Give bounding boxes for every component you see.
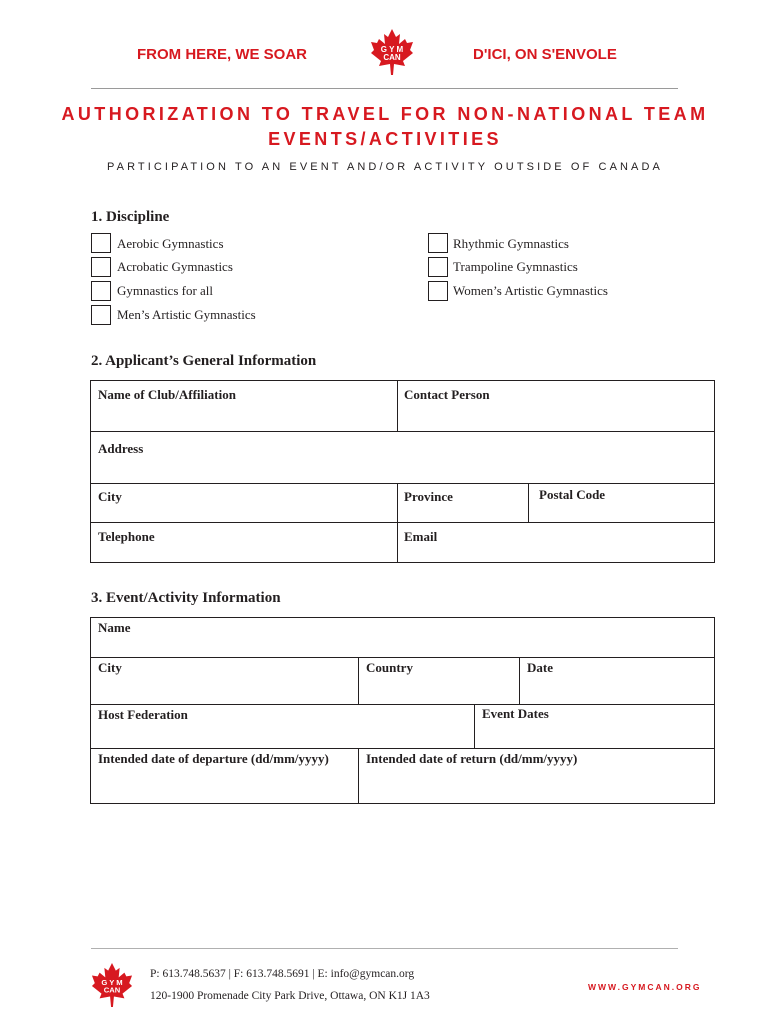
label-rhythmic: Rhythmic Gymnastics	[453, 236, 569, 251]
event-info-table	[90, 617, 715, 804]
event-date-field[interactable]	[520, 658, 714, 704]
checkbox-trampoline[interactable]	[428, 257, 448, 277]
footer-website-link[interactable]: WWW.GYMCAN.ORG	[588, 982, 702, 992]
footer-divider	[91, 948, 678, 949]
departure-date-label: Intended date of departure (dd/mm/yyyy)	[98, 751, 329, 766]
maple-leaf-icon	[91, 962, 133, 1008]
host-federation-field[interactable]	[91, 705, 474, 748]
section-discipline-heading: 1. Discipline	[91, 209, 170, 225]
host-federation-label: Host Federation	[98, 707, 188, 722]
email-label: Email	[404, 529, 438, 544]
label-acrobatic: Acrobatic Gymnastics	[117, 259, 233, 274]
address-label: Address	[98, 441, 144, 456]
checkbox-rhythmic[interactable]	[428, 233, 448, 253]
city-field[interactable]	[91, 484, 397, 522]
checkbox-aerobic[interactable]	[91, 233, 111, 253]
telephone-field[interactable]	[91, 523, 397, 562]
telephone-label: Telephone	[98, 529, 155, 544]
gymcan-logo	[370, 28, 414, 76]
province-label: Province	[404, 489, 453, 504]
section-applicant-heading: 2. Applicant’s General Information	[91, 353, 317, 369]
email-field[interactable]	[398, 523, 714, 562]
form-title-line2: EVENTS/ACTIVITIES	[268, 129, 502, 149]
slogan-french: D'ICI, ON S'ENVOLE	[473, 46, 617, 63]
postal-code-label: Postal Code	[539, 487, 606, 502]
checkbox-womens-artistic[interactable]	[428, 281, 448, 301]
label-gymnastics-for-all: Gymnastics for all	[117, 283, 214, 298]
label-aerobic: Aerobic Gymnastics	[117, 236, 224, 251]
departure-date-field[interactable]	[91, 749, 358, 803]
return-date-label: Intended date of return (dd/mm/yyyy)	[366, 751, 578, 766]
city-label: City	[98, 489, 122, 504]
event-name-field[interactable]	[91, 618, 714, 657]
section-event-heading: 3. Event/Activity Information	[91, 590, 281, 606]
return-date-field[interactable]	[359, 749, 714, 803]
svg-text:CAN: CAN	[383, 53, 401, 62]
slogan-english: FROM HERE, WE SOAR	[137, 46, 308, 63]
address-field[interactable]	[91, 432, 714, 483]
contact-person-field[interactable]	[398, 381, 714, 431]
footer-address-line: 120-1900 Promenade City Park Drive, Ottawa, ON K1J 1A3	[150, 990, 430, 1002]
label-mens-artistic: Men’s Artistic Gymnastics	[117, 307, 256, 322]
checkbox-gymnastics-for-all[interactable]	[91, 281, 111, 301]
footer-contact-line: P: 613.748.5637 | F: 613.748.5691 | E: info@gymcan.org	[150, 968, 415, 980]
contact-person-label: Contact Person	[404, 387, 490, 402]
applicant-info-table	[90, 380, 715, 563]
event-date-label: Date	[527, 660, 553, 675]
form-title-line1: AUTHORIZATION TO TRAVEL FOR NON-NATIONAL TEAM	[61, 104, 709, 124]
checkbox-mens-artistic[interactable]	[91, 305, 111, 325]
event-name-label: Name	[98, 620, 131, 635]
province-field[interactable]	[398, 484, 528, 522]
footer-gymcan-logo	[91, 962, 133, 1008]
svg-text:CAN: CAN	[103, 985, 121, 995]
event-country-label: Country	[366, 660, 413, 675]
maple-leaf-icon	[370, 28, 414, 76]
postal-code-field[interactable]	[529, 484, 714, 522]
event-dates-label: Event Dates	[482, 706, 549, 721]
label-womens-artistic: Women’s Artistic Gymnastics	[453, 283, 608, 298]
club-affiliation-field[interactable]	[91, 381, 397, 431]
club-affiliation-label: Name of Club/Affiliation	[98, 387, 236, 402]
event-city-label: City	[98, 660, 122, 675]
header-divider	[91, 88, 678, 89]
svg-text:G Y M: G Y M	[101, 978, 123, 987]
event-country-field[interactable]	[359, 658, 519, 704]
event-city-field[interactable]	[91, 658, 358, 704]
form-subtitle: PARTICIPATION TO AN EVENT AND/OR ACTIVITY OUTSIDE OF CANADA	[107, 161, 663, 173]
label-trampoline: Trampoline Gymnastics	[453, 259, 578, 274]
svg-text:G Y M: G Y M	[380, 45, 404, 54]
event-dates-field[interactable]	[475, 705, 714, 748]
checkbox-acrobatic[interactable]	[91, 257, 111, 277]
